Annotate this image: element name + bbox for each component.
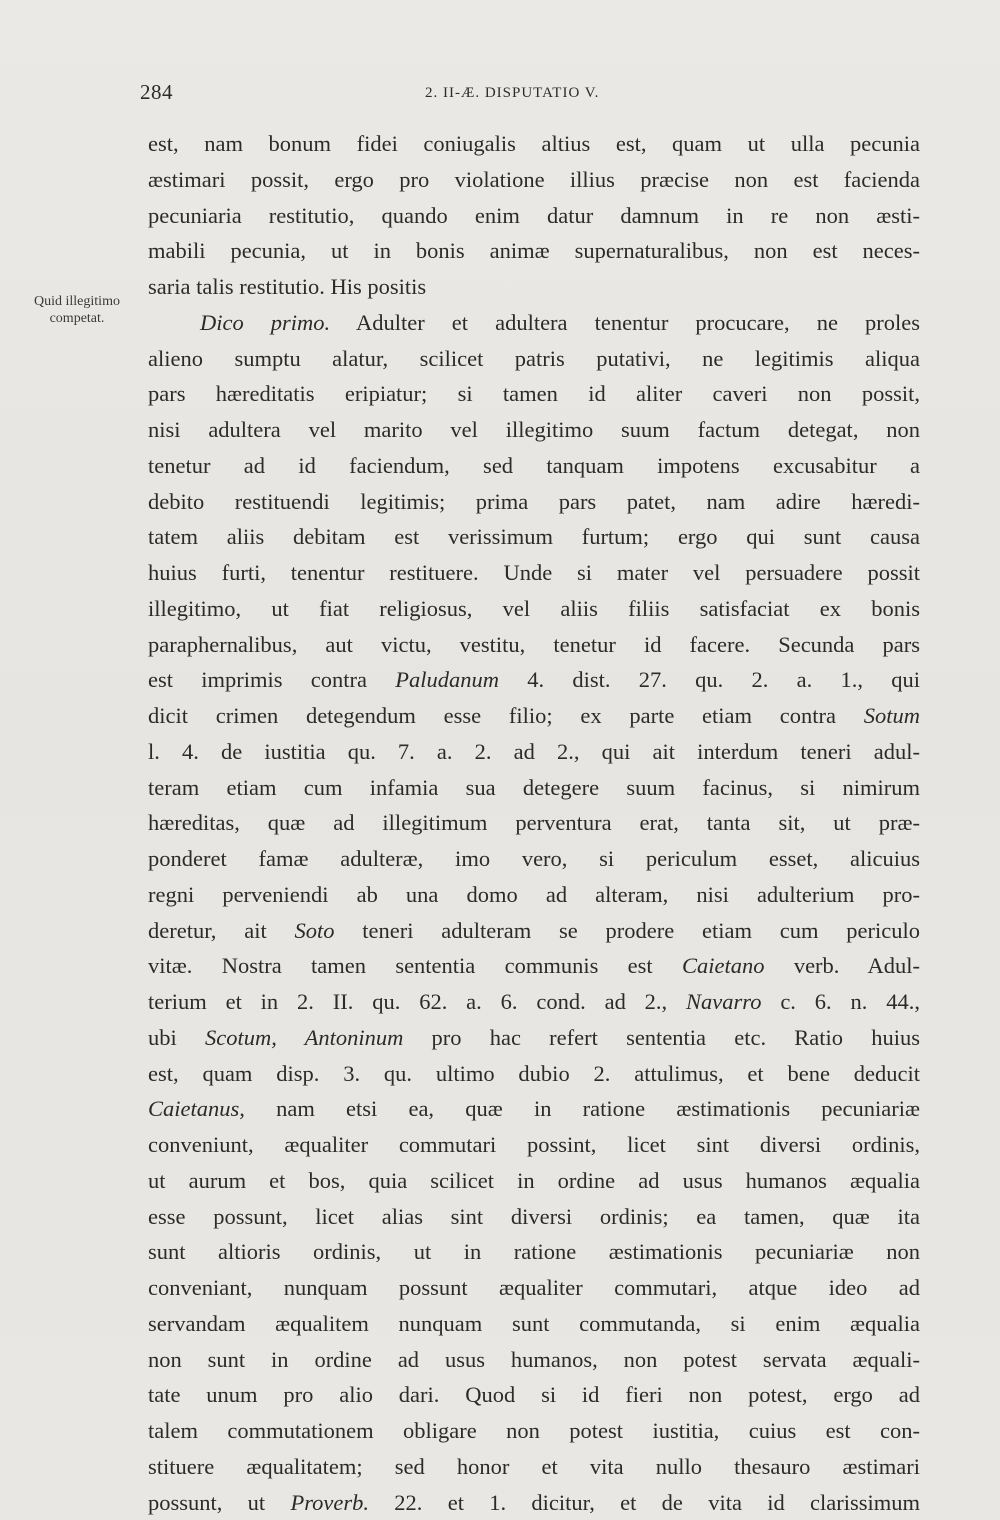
text-segment: possunt, ut xyxy=(148,1490,290,1515)
text-line xyxy=(148,662,920,698)
text-segment: saria talis restitutio. His positis xyxy=(148,274,426,299)
text-line xyxy=(148,877,920,913)
text-segment: esse possunt, licet alias sint diversi ordinis; ea tamen, quæ ita xyxy=(148,1204,920,1229)
text-line xyxy=(148,1342,920,1378)
italic-text: Scotum, Antoninum xyxy=(205,1025,403,1050)
text-segment: nisi adultera vel marito vel illegitimo suum factum detegat, non xyxy=(148,417,920,442)
text-line xyxy=(148,1270,920,1306)
text-segment: mabili pecunia, ut in bonis animæ supernaturalibus, non est neces- xyxy=(148,238,920,263)
text-segment: ubi xyxy=(148,1025,205,1050)
text-segment: sunt altioris ordinis, ut in ratione æstimationis pecuniariæ non xyxy=(148,1239,920,1264)
text-segment: paraphernalibus, aut victu, vestitu, tenetur id facere. Secunda pars xyxy=(148,632,920,657)
text-segment: ut aurum et bos, quia scilicet in ordine ad usus humanos æqualia xyxy=(148,1168,920,1193)
text-line xyxy=(148,1413,920,1449)
italic-text: Dico primo. xyxy=(200,310,330,335)
text-segment: illegitimo, ut fiat religiosus, vel aliis filiis satisfaciat ex bonis xyxy=(148,596,920,621)
body-text xyxy=(148,126,920,1520)
text-segment: stituere æqualitatem; sed honor et vita nullo thesauro æstimari xyxy=(148,1454,920,1479)
text-segment: dicit crimen detegendum esse filio; ex parte etiam contra xyxy=(148,703,864,728)
text-segment: pecuniaria restitutio, quando enim datur damnum in re non æsti- xyxy=(148,203,920,228)
text-segment: est, nam bonum fidei coniugalis altius est, quam ut ulla pecunia xyxy=(148,131,920,156)
text-segment: c. 6. n. 44., xyxy=(761,989,920,1014)
text-line xyxy=(148,269,920,305)
text-line xyxy=(148,627,920,663)
text-line xyxy=(148,555,920,591)
text-segment: est, quam disp. 3. qu. ultimo dubio 2. attulimus, et bene deducit xyxy=(148,1061,920,1086)
text-segment: non sunt in ordine ad usus humanos, non potest servata æquali- xyxy=(148,1347,920,1372)
text-line xyxy=(148,1306,920,1342)
text-line xyxy=(148,305,920,341)
text-segment: 22. et 1. dicitur, et de vita id clarissimum xyxy=(369,1490,920,1515)
text-segment: vitæ. Nostra tamen sententia communis est xyxy=(148,953,682,978)
italic-text: Caietanus, xyxy=(148,1096,245,1121)
text-segment: terium et in 2. II. qu. 62. a. 6. cond. ad 2., xyxy=(148,989,686,1014)
text-line xyxy=(148,448,920,484)
text-segment: deretur, ait xyxy=(148,918,294,943)
text-line xyxy=(148,984,920,1020)
italic-text: Caietano xyxy=(682,953,765,978)
text-segment: tenetur ad id faciendum, sed tanquam impotens excusabitur a xyxy=(148,453,920,478)
text-line xyxy=(148,1163,920,1199)
text-line xyxy=(148,591,920,627)
running-head: 2. II-Æ. DISPUTATIO V. xyxy=(425,85,599,102)
text-line xyxy=(148,198,920,234)
text-line xyxy=(148,770,920,806)
text-line xyxy=(148,1485,920,1520)
text-line xyxy=(148,484,920,520)
text-segment: pro hac refert sententia etc. Ratio huius xyxy=(403,1025,920,1050)
text-segment: nam etsi ea, quæ in ratione æstimationis pecuniariæ xyxy=(245,1096,920,1121)
italic-text: Paludanum xyxy=(395,667,499,692)
text-segment: ponderet famæ adulteræ, imo vero, si periculum esset, alicuius xyxy=(148,846,920,871)
text-line xyxy=(148,948,920,984)
text-segment: est imprimis contra xyxy=(148,667,395,692)
text-line xyxy=(148,698,920,734)
text-line xyxy=(148,913,920,949)
text-line xyxy=(148,1377,920,1413)
text-line xyxy=(148,841,920,877)
page-number: 284 xyxy=(140,80,173,105)
text-line xyxy=(148,1199,920,1235)
text-segment: tatem aliis debitam est verissimum furtum; ergo qui sunt causa xyxy=(148,524,920,549)
italic-text: Soto xyxy=(294,918,334,943)
text-segment: 4. dist. 27. qu. 2. a. 1., qui xyxy=(499,667,920,692)
text-line xyxy=(148,805,920,841)
text-segment: conveniunt, æqualiter commutari possint, licet sint diversi ordinis, xyxy=(148,1132,920,1157)
text-segment: debito restituendi legitimis; prima pars patet, nam adire hæredi- xyxy=(148,489,920,514)
italic-text: Sotum xyxy=(864,703,920,728)
text-segment: talem commutationem obligare non potest iustitia, cuius est con- xyxy=(148,1418,920,1443)
text-line xyxy=(148,1091,920,1127)
text-segment: servandam æqualitem nunquam sunt commutanda, si enim æqualia xyxy=(148,1311,920,1336)
text-segment: tate unum pro alio dari. Quod si id fieri non potest, ergo ad xyxy=(148,1382,920,1407)
marginal-note-line: competat. xyxy=(18,310,136,327)
italic-text: Navarro xyxy=(686,989,761,1014)
text-line xyxy=(148,734,920,770)
marginal-note xyxy=(18,293,136,327)
italic-text: Proverb. xyxy=(290,1490,369,1515)
text-segment: conveniant, nunquam possunt æqualiter commutari, atque ideo ad xyxy=(148,1275,920,1300)
text-segment: huius furti, tenentur restituere. Unde si mater vel persuadere possit xyxy=(148,560,920,585)
text-segment: regni perveniendi ab una domo ad alteram, nisi adulterium pro- xyxy=(148,882,920,907)
text-line xyxy=(148,376,920,412)
text-line xyxy=(148,1056,920,1092)
text-segment: verb. Adul- xyxy=(765,953,921,978)
text-segment: teram etiam cum infamia sua detegere suum facinus, si nimirum xyxy=(148,775,920,800)
text-line xyxy=(148,1127,920,1163)
text-segment: Adulter et adultera tenentur procucare, ne proles xyxy=(330,310,920,335)
text-segment: teneri adulteram se prodere etiam cum periculo xyxy=(335,918,921,943)
text-segment: æstimari possit, ergo pro violatione illius præcise non est facienda xyxy=(148,167,920,192)
text-line xyxy=(148,233,920,269)
text-line xyxy=(148,162,920,198)
text-segment: pars hæreditatis eripiatur; si tamen id aliter caveri non possit, xyxy=(148,381,920,406)
marginal-note-line: Quid illegitimo xyxy=(18,293,136,310)
text-segment: hæreditas, quæ ad illegitimum perventura erat, tanta sit, ut præ- xyxy=(148,810,920,835)
text-line xyxy=(148,341,920,377)
text-line xyxy=(148,126,920,162)
text-line xyxy=(148,1449,920,1485)
text-line xyxy=(148,1020,920,1056)
text-segment: alieno sumptu alatur, scilicet patris putativi, ne legitimis aliqua xyxy=(148,346,920,371)
text-line xyxy=(148,412,920,448)
text-segment: l. 4. de iustitia qu. 7. a. 2. ad 2., qui ait interdum teneri adul- xyxy=(148,739,920,764)
text-line xyxy=(148,1234,920,1270)
text-line xyxy=(148,519,920,555)
